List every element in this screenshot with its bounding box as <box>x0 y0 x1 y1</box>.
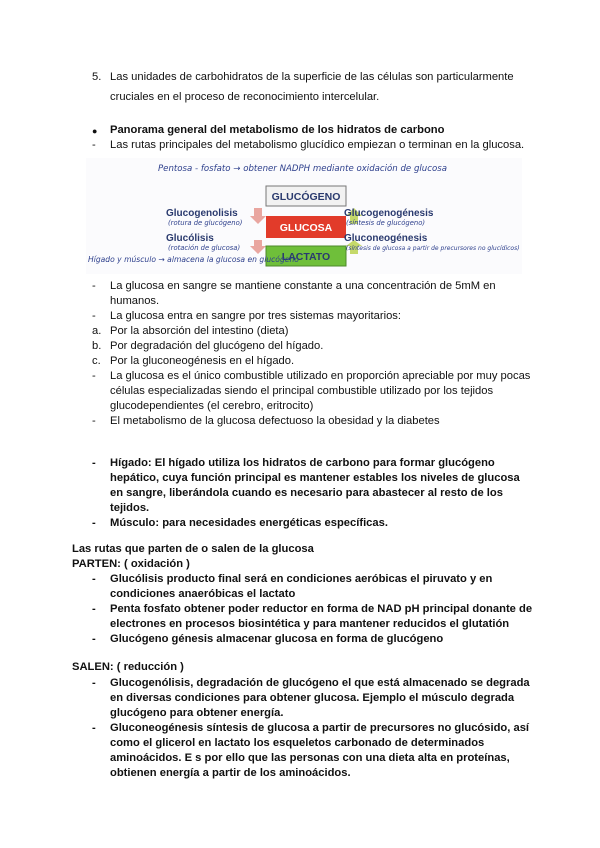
label-glucolisis: Glucólisis <box>166 233 214 244</box>
list-marker: - <box>92 633 96 645</box>
list-item: en diversas condiciones para obtener glucosa. Ejemplo el músculo degrada <box>110 692 515 704</box>
list-item: Músculo: para necesidades energéticas específicas. <box>110 517 388 529</box>
list-marker: - <box>92 310 96 322</box>
overview-subtitle: Las rutas principales del metabolismo glucídico empiezan o terminan en la glucosa. <box>110 139 525 151</box>
list-marker: - <box>92 370 96 382</box>
label-glucogenolisis: Glucogenolisis <box>166 208 238 219</box>
routes-title: Las rutas que parten de o salen de la glucosa <box>72 543 314 555</box>
list-item: Hígado: El hígado utiliza los hidratos de carbono para formar glucógeno <box>110 457 495 469</box>
parten-title: PARTEN: ( oxidación ) <box>72 558 190 570</box>
note-glucogenogenesis: (síntesis de glucógeno) <box>346 219 426 227</box>
list-item: aminoácidos. E s por ello que las personas con una dieta alta en proteínas, <box>110 752 510 764</box>
salen-title: SALEN: ( reducción ) <box>72 661 184 673</box>
list-item: células especializadas siendo el principal combustible utilizado por los tejidos <box>110 385 494 397</box>
list-marker: - <box>92 517 96 529</box>
list-item: en sangre, liberándola cuando es necesario para abastecer al resto de los <box>110 487 503 499</box>
list-item: Glucogenólisis, degradación de glucógeno el que está almacenado se degrada <box>110 677 530 689</box>
label-glucogenogenesis: Glucogenogénesis <box>344 208 434 219</box>
metabolism-diagram <box>86 158 522 274</box>
list-item: La glucosa en sangre se mantiene constante a una concentración de 5mM en <box>110 280 496 292</box>
list-item: Por degradación del glucógeno del hígado. <box>110 340 324 352</box>
list-marker: - <box>92 603 96 615</box>
lactato-label: LACTATO <box>281 251 331 263</box>
item5-number: 5. <box>92 71 102 83</box>
glucosa-label: GLUCOSA <box>279 222 333 234</box>
arrow-glucogenolisis <box>250 208 266 224</box>
list-item: obtienen energía a partir de los aminoácidos. <box>110 767 351 779</box>
list-marker: - <box>92 677 96 689</box>
list-item: glucógeno para obtener energía. <box>110 707 284 719</box>
list-marker: - <box>92 457 96 469</box>
item5-line1: Las unidades de carbohidratos de la superficie de las células son particularmente <box>110 71 514 83</box>
list-item: La glucosa entra en sangre por tres sistemas mayoritarios: <box>110 310 402 322</box>
list-marker: b. <box>92 340 102 352</box>
note-gluconeogenesis: (síntesis de glucosa a partir de precursores no glucídicos) <box>346 245 520 252</box>
item5-line2: cruciales en el proceso de reconocimiento intercelular. <box>110 91 380 103</box>
list-item: Glucólisis producto final será en condiciones aeróbicas el piruvato y en <box>110 573 493 585</box>
diagram-handwritten-top: Pentosa - fosfato → obtener NADPH mediante oxidación de glucosa <box>158 164 447 174</box>
list-item: Penta fosfato obtener poder reductor en forma de NAD pH principal donante de <box>110 603 533 615</box>
note-bottom: Hígado y músculo → almacena la glucosa en glucógeno <box>88 255 299 264</box>
list-item: Por la absorción del intestino (dieta) <box>110 325 289 337</box>
list-item: El metabolismo de la glucosa defectuoso la obesidad y la diabetes <box>110 415 440 427</box>
list-item: glucodependientes (el cerebro, eritrocito) <box>110 400 314 412</box>
metabolism-diagram-svg <box>86 158 522 274</box>
list-item: Por la gluconeogénesis en el hígado. <box>110 355 295 367</box>
list-marker: c. <box>92 355 101 367</box>
list-item: La glucosa es el único combustible utilizado en proporción apreciable por muy pocas <box>110 370 531 382</box>
list-item: Gluconeogénesis síntesis de glucosa a partir de precursores no glucósido, así <box>110 722 530 734</box>
list-item: condiciones anaeróbicas el lactato <box>110 588 296 600</box>
overview-title: Panorama general del metabolismo de los hidratos de carbono <box>110 124 445 136</box>
list-item: electrones en procesos biosintética y para mantener reducidos el glutatión <box>110 618 510 630</box>
overview-bullet: ● <box>92 126 98 136</box>
overview-dash: - <box>92 139 96 151</box>
list-marker: - <box>92 573 96 585</box>
note-glucolisis: (rotación de glucosa) <box>168 244 241 252</box>
label-gluconeogenesis: Gluconeogénesis <box>344 233 428 244</box>
list-marker: - <box>92 280 96 292</box>
list-marker: - <box>92 415 96 427</box>
list-item: Glucógeno génesis almacenar glucosa en forma de glucógeno <box>110 633 444 645</box>
list-item: tejidos. <box>110 502 150 514</box>
list-marker: - <box>92 722 96 734</box>
list-item: como el glicerol en lactato los esqueletos carbonado de determinados <box>110 737 485 749</box>
glucogeno-label: GLUCÓGENO <box>271 191 341 203</box>
list-marker: a. <box>92 325 102 337</box>
note-glucogenolisis: (rotura de glucógeno) <box>168 219 243 227</box>
arrow-glucolisis <box>250 240 266 254</box>
list-item: humanos. <box>110 295 160 307</box>
list-item: hepático, cuya función principal es mantener estables los niveles de glucosa <box>110 472 520 484</box>
